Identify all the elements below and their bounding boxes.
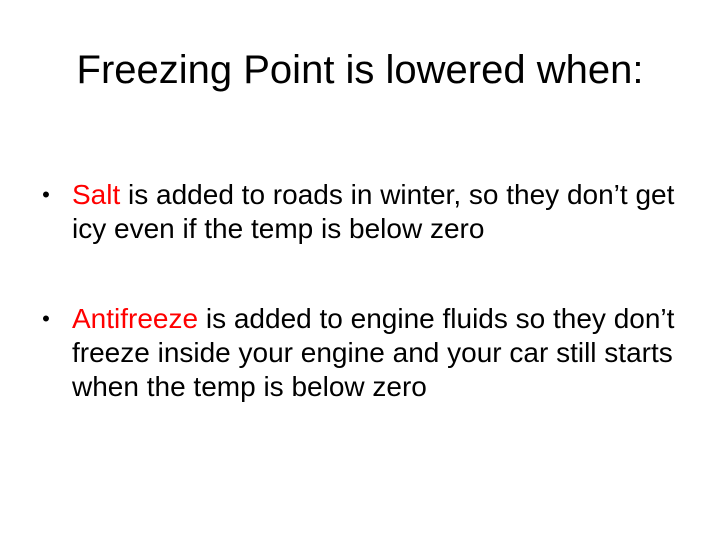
bullet-item-antifreeze <box>36 302 686 404</box>
bullet-highlight-term: Salt <box>72 179 121 210</box>
bullet-text: is added to engine fluids so they don’t freeze inside your engine and your car still starts when the temp is below zero <box>72 303 675 402</box>
bullet-dot-icon: • <box>42 306 50 331</box>
bullet-list <box>36 178 686 404</box>
bullet-text: is added to roads in winter, so they don’t get icy even if the temp is below zero <box>72 179 675 244</box>
slide-title: Freezing Point is lowered when: <box>76 48 644 92</box>
bullet-item-salt <box>36 178 686 246</box>
bullet-dot-icon: • <box>42 182 50 207</box>
bullet-highlight-term: Antifreeze <box>72 303 199 334</box>
